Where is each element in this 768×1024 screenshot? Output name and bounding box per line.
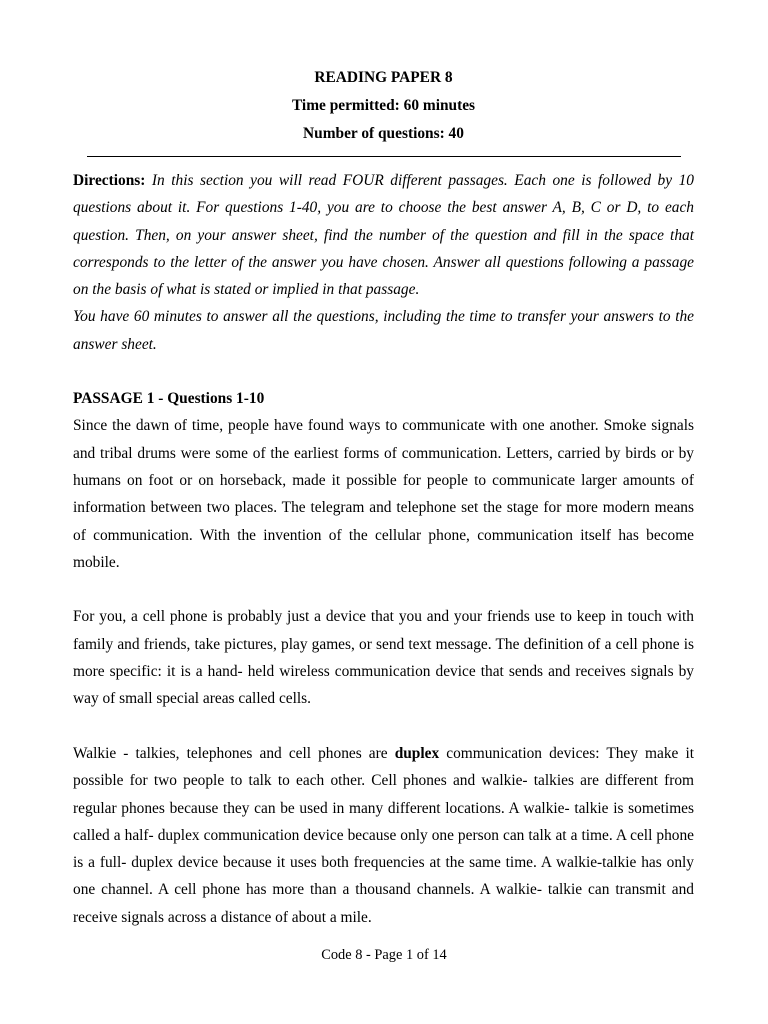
- document-page: [73, 64, 694, 931]
- time-permitted: Time permitted: 60 minutes: [291, 97, 476, 114]
- paragraph-3-end: communication devices: They make it possible for two people to talk to each other. Cell phones and walkie- talkies are different from regular phones because they can be used in many different locations. A walkie- talkie is sometimes called a half- duplex communication device because only one person can talk at a time. A cell phone is a full- duplex device because it uses both frequencies at the same time. A walkie-talkie has only one channel. A cell phone has more than a thousand channels. A walkie- talkie can transmit and receive signals across a distance of about a mile.: [73, 744, 694, 926]
- passage-paragraph-2: For you, a cell phone is probably just a device that you and your friends use to keep in touch with family and friends, take pictures, play games, or send text message. The definition of a cell phone is more specific: it is a hand- held wireless communication device that sends and receives signals by way of small special areas called cells.: [73, 608, 694, 708]
- directions-paragraph: [73, 167, 694, 303]
- passage-paragraph-1: Since the dawn of time, people have found ways to communicate with one another. Smoke signals and tribal drums were some of the earliest forms of communication. Letters, carried by birds or by humans on foot or on horseback, made it possible for people to communicate larger amounts of information between two places. The telegram and telephone set the stage for more modern means of communication. With the invention of the cellular phone, communication itself has become mobile.: [73, 417, 694, 571]
- paragraph-3-start: Walkie - talkies, telephones and cell phones are: [73, 744, 395, 762]
- question-count: Number of questions: 40: [303, 125, 464, 142]
- duplex-term: duplex: [394, 744, 440, 762]
- directions-label: Directions:: [73, 172, 146, 189]
- paper-title: READING PAPER 8: [314, 69, 453, 86]
- directions-time-note: You have 60 minutes to answer all the questions, including the time to transfer your answers to the answer sheet.: [73, 308, 694, 353]
- directions-text: In this section you will read FOUR different passages. Each one is followed by 10 questions about it. For questions 1-40, you are to choose the best answer A, B, C or D, to each question. Then, on your answer sheet, find the number of the question and fill in the space that corresponds to the letter of the answer you have chosen. Answer all questions following a passage on the basis of what is stated or implied in that passage.: [73, 172, 694, 299]
- header-divider: [87, 156, 681, 157]
- passage-paragraph-3: [73, 740, 694, 931]
- passage-heading: PASSAGE 1 - Questions 1-10: [73, 390, 265, 408]
- page-footer: Code 8 - Page 1 of 14: [321, 947, 447, 963]
